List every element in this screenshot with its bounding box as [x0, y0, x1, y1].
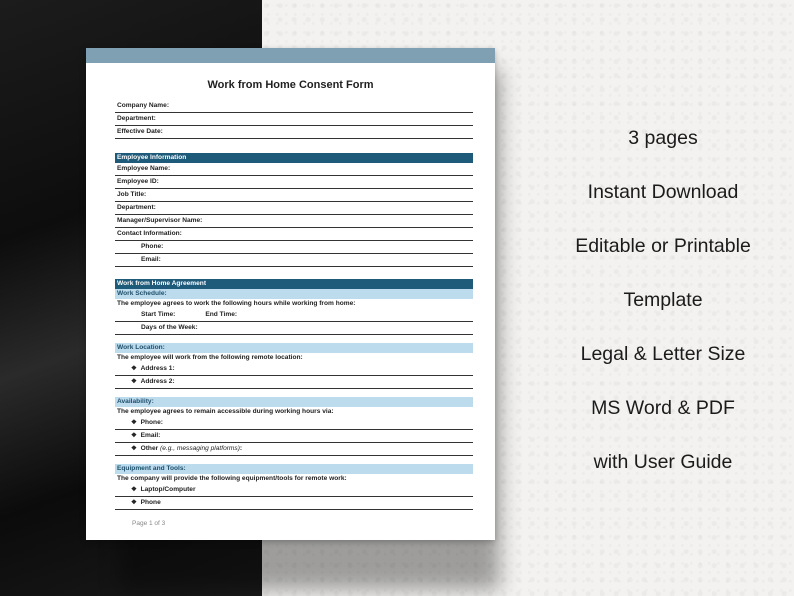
contact-phone-field: Phone:: [115, 241, 473, 254]
bullet-icon: ❖: [131, 499, 137, 506]
address-1-field: ❖ Address 1:: [115, 363, 473, 376]
equipment-description: The company will provide the following equipment/tools for remote work:: [117, 475, 347, 482]
page-number: Page 1 of 3: [132, 520, 166, 527]
manager-name-field: Manager/Supervisor Name:: [115, 215, 473, 228]
document-header-bar: [86, 48, 495, 63]
schedule-description: The employee agrees to work the following hours while working from home:: [117, 300, 356, 307]
bullet-icon: ❖: [131, 445, 137, 452]
bullet-icon: ❖: [131, 378, 137, 385]
work-schedule-heading: Work Schedule:: [115, 289, 473, 299]
bullet-icon: ❖: [131, 419, 137, 426]
job-title-field: Job Title:: [115, 189, 473, 202]
availability-description: The employee agrees to remain accessible during working hours via:: [117, 408, 334, 415]
employee-information-heading: Employee Information: [115, 153, 473, 163]
agreement-heading: Work from Home Agreement: [115, 279, 473, 289]
schedule-time-row: [115, 309, 473, 322]
bullet-icon: ❖: [131, 432, 137, 439]
contact-email-field: Email:: [115, 254, 473, 267]
document-title: Work from Home Consent Form: [207, 79, 374, 91]
effective-date-field: Effective Date:: [115, 126, 473, 139]
promo-template: Template: [623, 289, 703, 311]
availability-phone-field: ❖ Phone:: [115, 417, 473, 430]
availability-email-field: ❖ Email:: [115, 430, 473, 443]
bullet-icon: ❖: [131, 486, 137, 493]
promo-formats: MS Word & PDF: [591, 397, 735, 419]
company-name-field: Company Name:: [115, 100, 473, 113]
employee-department-field: Department:: [115, 202, 473, 215]
promo-pages: 3 pages: [628, 127, 698, 149]
promo-size: Legal & Letter Size: [580, 343, 746, 365]
department-field: Department:: [115, 113, 473, 126]
form-content: [115, 100, 473, 510]
contact-information-field: Contact Information:: [115, 228, 473, 241]
employee-name-field: Employee Name:: [115, 163, 473, 176]
end-time-label: End Time:: [205, 311, 238, 318]
days-of-week-field: Days of the Week:: [115, 322, 473, 335]
employee-id-field: Employee ID:: [115, 176, 473, 189]
form-document: [86, 48, 495, 540]
availability-heading: Availability:: [115, 397, 473, 407]
laptop-field: ❖ Laptop/Computer: [115, 484, 473, 497]
bullet-icon: ❖: [131, 365, 137, 372]
availability-other-field: ❖ Other (e.g., messaging platforms):: [115, 443, 473, 456]
phone-equipment-field: ❖ Phone: [115, 497, 473, 510]
promo-user-guide: with User Guide: [593, 451, 733, 473]
start-time-label: Start Time:: [141, 311, 176, 318]
promo-editable: Editable or Printable: [575, 235, 751, 257]
other-hint: (e.g., messaging platforms): [160, 445, 240, 452]
promo-instant-download: Instant Download: [587, 181, 739, 203]
address-2-field: ❖ Address 2:: [115, 376, 473, 389]
location-description: The employee will work from the following remote location:: [117, 354, 303, 361]
work-location-heading: Work Location:: [115, 343, 473, 353]
equipment-heading: Equipment and Tools:: [115, 464, 473, 474]
